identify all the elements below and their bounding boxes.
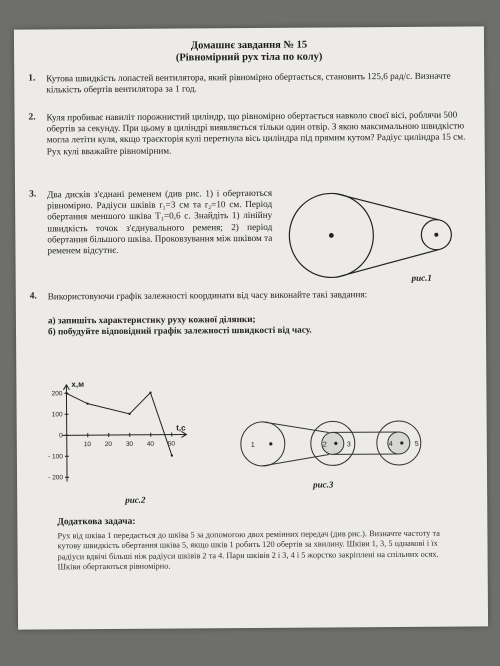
figure-1-caption: рис.1 bbox=[411, 272, 432, 283]
pulley-2-axle bbox=[334, 442, 337, 445]
x-tick-label: 40 bbox=[146, 440, 155, 448]
title-line-1: Домашнє завдання № 15 bbox=[190, 39, 308, 52]
x-t-graph-line bbox=[66, 393, 171, 457]
title-line-2: (Рівномірний рух тіла по колу) bbox=[175, 51, 323, 64]
task-2-number: 2. bbox=[28, 112, 36, 123]
x-axis-label: t,c bbox=[176, 423, 186, 433]
belt-drive-figure bbox=[281, 188, 472, 289]
x-axis bbox=[63, 434, 187, 435]
pulley-1 bbox=[241, 422, 285, 466]
task-1-text: Кутова швидкість лопастей вентилятора, який рівномірно обертається, становить 125,6 рад/с. Визначте кількість обертів вентилятора за 1 год. bbox=[46, 70, 451, 95]
page-title bbox=[14, 38, 484, 65]
figure-3-caption: рис.3 bbox=[313, 479, 334, 490]
data-point bbox=[171, 454, 173, 456]
pulley-label-3: 3 bbox=[346, 441, 351, 449]
task-3-text: Два дисків з'єднані ременем (див рис. 1) і обертаються рівномірно. Радіуси шківів r₁=3 см та r₂=10 см. Період обертання меншого шківа T₁=0,6 с. Знайдіть 1) лінійну швидкість точок з'єднувального ременя; 2) період обертання більшого шківа. Проковзування між шківом та ременем відсутнє. bbox=[47, 187, 273, 256]
extra-task-text: Рух від шківа 1 передається до шківа 5 за допомогою двох ремінних передач (див рис.). Визначте частоту та кутову швидкість обертання шківа 5, якщо шків 1 робить 120 обертів за хвилину. Шківи 1, 3, 5 однакові і їх радіуси вдвічі більші ніж радіуси шківів 2 та 4. Пари шківів 2 і 3, 4 і 5 жорстко закріплені на спільних осях. Шківи обертаються рівномірно. bbox=[57, 528, 440, 572]
task-4-number: 4. bbox=[29, 291, 37, 302]
figure-2-caption: рис.2 bbox=[125, 494, 146, 505]
large-pulley-axle bbox=[329, 233, 334, 238]
task-2-text: Куля пробиває навиліт порожнистий циліндр, що рівномірно обертається навколо своєї вісі, роблячи 500 обертів за секунду. При цьому в циліндрі виявляється тільки один отвір. З якою максимальною швидкістю могла летіти куля, якщо траєкторія кулі перетнула вісь циліндра під прямим кутом? Радіус циліндра 15 см. Рух кулі вважайте рівномірним. bbox=[46, 109, 466, 157]
pulley-1-axle bbox=[269, 442, 272, 445]
coordinate-time-chart bbox=[26, 336, 227, 497]
belt-1-top bbox=[263, 421, 329, 432]
y-tick-label: 0 bbox=[59, 432, 63, 440]
task-3-number: 3. bbox=[29, 189, 37, 200]
belt-top bbox=[335, 193, 438, 221]
x-tick-label: 30 bbox=[125, 440, 134, 448]
task-1-number: 1. bbox=[28, 73, 36, 84]
extra-task-title: Додаткова задача: bbox=[57, 516, 136, 528]
x-tick-label: 20 bbox=[104, 440, 113, 449]
y-axis-label: x,м bbox=[71, 379, 85, 389]
task-4-sub-a: а) запишіть характеристику руху кожної ділянки; bbox=[47, 313, 256, 326]
pulley-label-1: 1 bbox=[250, 441, 255, 450]
pulley-4-axle bbox=[400, 441, 403, 444]
y-tick-label: - 100 bbox=[48, 453, 63, 461]
y-tick-label: 200 bbox=[51, 390, 63, 398]
y-tick-label: 100 bbox=[51, 411, 63, 419]
homework-sheet bbox=[14, 26, 488, 629]
data-point bbox=[65, 392, 67, 394]
small-pulley-axle bbox=[434, 233, 438, 237]
pulley-label-2: 2 bbox=[322, 441, 327, 449]
data-point bbox=[128, 413, 130, 415]
task-4-sub-b: б) побудуйте відповідний графік залежності швидкості від часу. bbox=[47, 324, 312, 337]
y-axis bbox=[66, 385, 67, 482]
pulley-label-5: 5 bbox=[414, 440, 419, 448]
y-tick-label: - 200 bbox=[48, 474, 64, 482]
pulley-label-4: 4 bbox=[388, 441, 393, 449]
x-tick-label: 50 bbox=[167, 440, 176, 448]
x-tick-label: 10 bbox=[83, 441, 92, 449]
pulley-system-figure bbox=[237, 407, 438, 488]
task-4-text: Використовуючи графік залежності координати від часу виконайте такі завдання: bbox=[47, 289, 368, 302]
data-point bbox=[149, 391, 151, 393]
data-point bbox=[86, 402, 88, 404]
